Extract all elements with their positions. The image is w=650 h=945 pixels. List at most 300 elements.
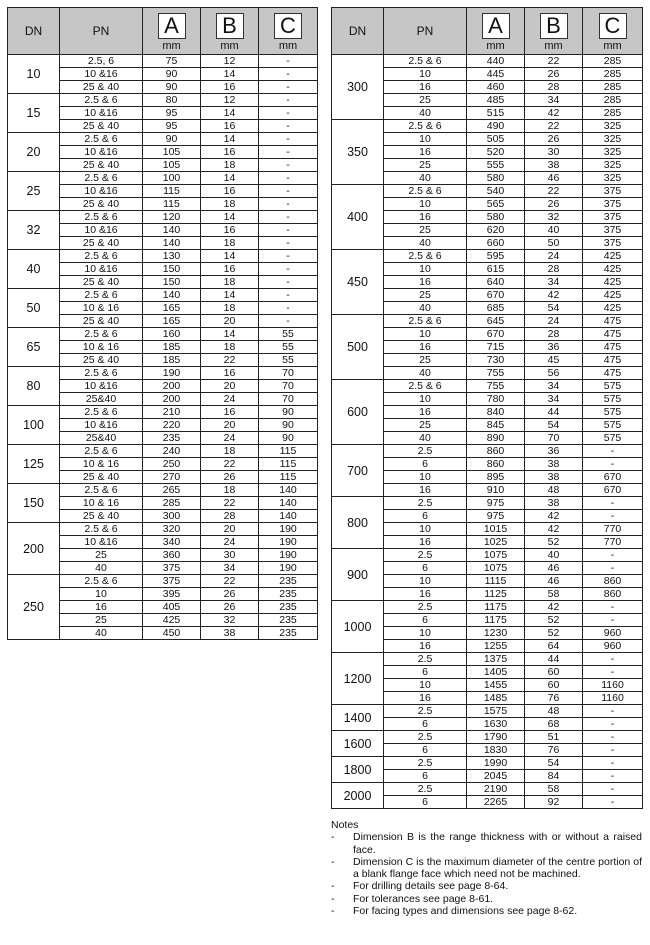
b-cell: 42	[525, 601, 583, 614]
table-row	[8, 211, 318, 224]
pn-cell: 16	[384, 211, 467, 224]
pn-header: PN	[384, 8, 467, 55]
b-cell: 14	[201, 133, 259, 146]
c-cell: -	[583, 497, 643, 510]
c-cell: 55	[259, 354, 318, 367]
dn-cell: 2000	[332, 783, 384, 809]
dn-cell: 65	[8, 328, 60, 367]
c-cell: 425	[583, 302, 643, 315]
pn-cell: 16	[384, 640, 467, 653]
b-cell: 22	[201, 354, 259, 367]
pn-cell: 25	[384, 289, 467, 302]
pn-cell: 40	[384, 367, 467, 380]
c-cell: 770	[583, 523, 643, 536]
a-header: A mm	[467, 8, 525, 55]
pn-cell: 25	[384, 419, 467, 432]
pn-cell: 6	[384, 562, 467, 575]
c-cell: 190	[259, 523, 318, 536]
a-cell: 640	[467, 276, 525, 289]
c-cell: 285	[583, 94, 643, 107]
b-cell: 20	[201, 523, 259, 536]
c-cell: 375	[583, 237, 643, 250]
pn-cell: 25 & 40	[60, 471, 143, 484]
a-cell: 1790	[467, 731, 525, 744]
a-cell: 515	[467, 107, 525, 120]
c-cell: -	[259, 289, 318, 302]
a-cell: 130	[143, 250, 201, 263]
b-cell: 24	[525, 315, 583, 328]
pn-cell: 2.5, 6	[60, 55, 143, 68]
a-cell: 755	[467, 367, 525, 380]
a-cell: 1375	[467, 653, 525, 666]
dn-cell: 15	[8, 94, 60, 133]
dn-cell: 125	[8, 445, 60, 484]
pn-cell: 40	[384, 237, 467, 250]
pn-cell: 2.5 & 6	[384, 315, 467, 328]
b-cell: 44	[525, 653, 583, 666]
c-cell: 190	[259, 549, 318, 562]
c-cell: 475	[583, 354, 643, 367]
a-cell: 100	[143, 172, 201, 185]
pn-cell: 2.5	[384, 601, 467, 614]
pn-cell: 2.5	[384, 445, 467, 458]
a-cell: 840	[467, 406, 525, 419]
pn-cell: 10	[384, 523, 467, 536]
c-cell: 860	[583, 588, 643, 601]
a-cell: 105	[143, 159, 201, 172]
c-cell: 90	[259, 419, 318, 432]
note-item: - For tolerances see page 8-61.	[331, 892, 494, 905]
c-cell: 325	[583, 146, 643, 159]
c-cell: -	[259, 211, 318, 224]
b-cell: 22	[525, 120, 583, 133]
c-cell: -	[259, 172, 318, 185]
flange-table-right	[331, 7, 643, 809]
pn-cell: 25	[60, 549, 143, 562]
pn-cell: 10 &16	[60, 380, 143, 393]
pn-cell: 25&40	[60, 393, 143, 406]
b-cell: 58	[525, 783, 583, 796]
c-cell: -	[583, 458, 643, 471]
pn-cell: 16	[384, 341, 467, 354]
pn-cell: 16	[384, 146, 467, 159]
pn-cell: 25 & 40	[60, 81, 143, 94]
b-cell: 76	[525, 744, 583, 757]
a-cell: 185	[143, 341, 201, 354]
b-cell: 42	[525, 107, 583, 120]
pn-cell: 10 &16	[60, 419, 143, 432]
b-cell: 34	[201, 562, 259, 575]
c-cell: 140	[259, 484, 318, 497]
c-cell: -	[259, 55, 318, 68]
b-cell: 34	[525, 276, 583, 289]
pn-cell: 10	[384, 393, 467, 406]
a-cell: 80	[143, 94, 201, 107]
c-cell: 425	[583, 263, 643, 276]
c-cell: 425	[583, 250, 643, 263]
c-cell: 575	[583, 393, 643, 406]
pn-cell: 6	[384, 796, 467, 809]
b-cell: 22	[201, 497, 259, 510]
pn-cell: 2.5 & 6	[60, 328, 143, 341]
dn-cell: 1800	[332, 757, 384, 783]
a-cell: 1115	[467, 575, 525, 588]
table-row	[332, 601, 643, 614]
a-cell: 895	[467, 471, 525, 484]
b-cell: 12	[201, 94, 259, 107]
a-cell: 445	[467, 68, 525, 81]
b-cell: 30	[201, 549, 259, 562]
c-cell: 375	[583, 198, 643, 211]
c-cell: -	[583, 705, 643, 718]
a-cell: 285	[143, 497, 201, 510]
a-cell: 395	[143, 588, 201, 601]
header-row	[332, 8, 643, 55]
pn-cell: 10	[384, 679, 467, 692]
b-cell: 42	[525, 510, 583, 523]
b-cell: 32	[201, 614, 259, 627]
a-cell: 780	[467, 393, 525, 406]
a-cell: 220	[143, 419, 201, 432]
a-cell: 2045	[467, 770, 525, 783]
table-row	[8, 367, 318, 380]
c-cell: -	[583, 731, 643, 744]
a-cell: 450	[143, 627, 201, 640]
c-cell: 575	[583, 419, 643, 432]
a-cell: 1405	[467, 666, 525, 679]
pn-cell: 40	[60, 627, 143, 640]
c-cell: 960	[583, 640, 643, 653]
c-cell: 375	[583, 185, 643, 198]
c-cell: -	[583, 549, 643, 562]
dn-cell: 400	[332, 185, 384, 250]
a-cell: 115	[143, 198, 201, 211]
dn-cell: 20	[8, 133, 60, 172]
pn-cell: 10 & 16	[60, 302, 143, 315]
notes-list	[331, 831, 642, 917]
pn-cell: 2.5 & 6	[384, 250, 467, 263]
a-cell: 1125	[467, 588, 525, 601]
b-cell: 84	[525, 770, 583, 783]
pn-cell: 16	[384, 81, 467, 94]
c-cell: -	[583, 770, 643, 783]
a-cell: 490	[467, 120, 525, 133]
pn-cell: 2.5	[384, 757, 467, 770]
a-cell: 160	[143, 328, 201, 341]
b-cell: 42	[525, 523, 583, 536]
a-cell: 375	[143, 575, 201, 588]
pn-cell: 10 &16	[60, 68, 143, 81]
table-row	[332, 445, 643, 458]
b-cell: 28	[525, 328, 583, 341]
a-cell: 120	[143, 211, 201, 224]
b-cell: 38	[201, 627, 259, 640]
c-cell: 325	[583, 120, 643, 133]
pn-cell: 16	[384, 692, 467, 705]
pn-cell: 2.5 & 6	[60, 172, 143, 185]
c-header: C mm	[259, 8, 318, 55]
pn-cell: 10	[384, 133, 467, 146]
a-cell: 715	[467, 341, 525, 354]
a-cell: 1175	[467, 601, 525, 614]
pn-cell: 25 & 40	[60, 237, 143, 250]
b-cell: 36	[525, 445, 583, 458]
a-cell: 555	[467, 159, 525, 172]
a-cell: 1990	[467, 757, 525, 770]
pn-cell: 10	[384, 328, 467, 341]
dn-cell: 350	[332, 120, 384, 185]
c-cell: 960	[583, 627, 643, 640]
c-cell: 235	[259, 627, 318, 640]
pn-cell: 25 & 40	[60, 159, 143, 172]
table-row	[8, 250, 318, 263]
pn-cell: 25 & 40	[60, 315, 143, 328]
dn-cell: 1000	[332, 601, 384, 653]
b-cell: 52	[525, 614, 583, 627]
b-cell: 38	[525, 159, 583, 172]
a-cell: 150	[143, 276, 201, 289]
c-cell: 140	[259, 510, 318, 523]
b-cell: 34	[525, 380, 583, 393]
c-cell: 115	[259, 445, 318, 458]
table-row	[332, 315, 643, 328]
pn-cell: 6	[384, 458, 467, 471]
c-cell: -	[259, 120, 318, 133]
pn-cell: 10	[384, 627, 467, 640]
c-cell: -	[259, 198, 318, 211]
b-cell: 54	[525, 757, 583, 770]
b-cell: 34	[525, 393, 583, 406]
dn-cell: 450	[332, 250, 384, 315]
c-cell: 1160	[583, 679, 643, 692]
pn-cell: 2.5	[384, 653, 467, 666]
dn-cell: 700	[332, 445, 384, 497]
c-cell: -	[259, 146, 318, 159]
c-cell: -	[259, 68, 318, 81]
c-cell: 670	[583, 484, 643, 497]
pn-cell: 25 & 40	[60, 198, 143, 211]
a-cell: 95	[143, 120, 201, 133]
pn-cell: 10	[384, 198, 467, 211]
b-cell: 16	[201, 185, 259, 198]
pn-cell: 25	[384, 94, 467, 107]
b-cell: 48	[525, 705, 583, 718]
b-cell: 24	[201, 393, 259, 406]
b-cell: 18	[201, 237, 259, 250]
pn-cell: 16	[384, 484, 467, 497]
b-cell: 48	[525, 484, 583, 497]
c-cell: 475	[583, 328, 643, 341]
c-cell: 425	[583, 276, 643, 289]
b-cell: 28	[525, 263, 583, 276]
pn-cell: 10	[384, 68, 467, 81]
header-row	[8, 8, 318, 55]
pn-cell: 25	[384, 159, 467, 172]
a-cell: 975	[467, 510, 525, 523]
b-cell: 20	[201, 315, 259, 328]
table-row	[332, 380, 643, 393]
b-cell: 18	[201, 445, 259, 458]
pn-cell: 25	[384, 224, 467, 237]
dn-cell: 150	[8, 484, 60, 523]
b-cell: 14	[201, 68, 259, 81]
pn-cell: 2.5 & 6	[384, 185, 467, 198]
table-row	[332, 497, 643, 510]
pn-cell: 10	[60, 588, 143, 601]
pn-cell: 25 & 40	[60, 354, 143, 367]
dn-cell: 50	[8, 289, 60, 328]
c-cell: -	[259, 81, 318, 94]
notes-section	[331, 819, 642, 917]
c-cell: -	[259, 133, 318, 146]
pn-cell: 25&40	[60, 432, 143, 445]
b-cell: 24	[525, 250, 583, 263]
a-cell: 90	[143, 81, 201, 94]
c-cell: -	[583, 718, 643, 731]
pn-cell: 16	[60, 601, 143, 614]
c-cell: -	[583, 614, 643, 627]
dn-cell: 600	[332, 380, 384, 445]
a-cell: 425	[143, 614, 201, 627]
a-cell: 320	[143, 523, 201, 536]
c-cell: 235	[259, 575, 318, 588]
table-row	[8, 523, 318, 536]
b-cell: 50	[525, 237, 583, 250]
b-cell: 44	[525, 406, 583, 419]
a-cell: 200	[143, 393, 201, 406]
a-cell: 300	[143, 510, 201, 523]
pn-cell: 2.5	[384, 497, 467, 510]
pn-cell: 10 &16	[60, 107, 143, 120]
b-cell: 12	[201, 55, 259, 68]
pn-cell: 10	[384, 263, 467, 276]
table-row	[8, 133, 318, 146]
pn-cell: 2.5 & 6	[384, 380, 467, 393]
c-cell: 285	[583, 107, 643, 120]
b-cell: 64	[525, 640, 583, 653]
b-cell: 16	[201, 224, 259, 237]
c-cell: -	[583, 757, 643, 770]
c-cell: 140	[259, 497, 318, 510]
pn-cell: 6	[384, 666, 467, 679]
c-cell: 90	[259, 406, 318, 419]
pn-cell: 2.5 & 6	[384, 55, 467, 68]
a-cell: 670	[467, 289, 525, 302]
a-cell: 1485	[467, 692, 525, 705]
a-cell: 485	[467, 94, 525, 107]
pn-cell: 10	[384, 471, 467, 484]
table-row	[8, 406, 318, 419]
pn-cell: 6	[384, 770, 467, 783]
pn-cell: 16	[384, 406, 467, 419]
dn-cell: 300	[332, 55, 384, 120]
table-row	[332, 757, 643, 770]
a-cell: 975	[467, 497, 525, 510]
pn-cell: 10 & 16	[60, 458, 143, 471]
b-cell: 24	[201, 432, 259, 445]
pn-cell: 16	[384, 536, 467, 549]
b-header: B mm	[525, 8, 583, 55]
a-cell: 1025	[467, 536, 525, 549]
a-cell: 645	[467, 315, 525, 328]
a-cell: 580	[467, 172, 525, 185]
table-row	[332, 653, 643, 666]
dn-cell: 80	[8, 367, 60, 406]
a-cell: 340	[143, 536, 201, 549]
c-cell: -	[583, 562, 643, 575]
a-cell: 200	[143, 380, 201, 393]
b-cell: 92	[525, 796, 583, 809]
b-cell: 52	[525, 627, 583, 640]
a-cell: 165	[143, 315, 201, 328]
table-row	[8, 445, 318, 458]
c-cell: -	[583, 601, 643, 614]
b-cell: 26	[201, 471, 259, 484]
c-cell: -	[259, 224, 318, 237]
c-cell: 90	[259, 432, 318, 445]
a-header: A mm	[143, 8, 201, 55]
a-cell: 730	[467, 354, 525, 367]
a-cell: 860	[467, 458, 525, 471]
dn-cell: 25	[8, 172, 60, 211]
dn-header: DN	[8, 8, 60, 55]
c-cell: -	[259, 250, 318, 263]
c-cell: 575	[583, 380, 643, 393]
c-cell: 285	[583, 68, 643, 81]
a-cell: 890	[467, 432, 525, 445]
b-cell: 22	[201, 458, 259, 471]
pn-cell: 6	[384, 744, 467, 757]
b-cell: 26	[201, 588, 259, 601]
table-row	[8, 328, 318, 341]
a-cell: 140	[143, 237, 201, 250]
note-item: - For facing types and dimensions see page 8-62.	[331, 905, 578, 918]
pn-cell: 2.5 & 6	[60, 133, 143, 146]
b-cell: 60	[525, 679, 583, 692]
c-cell: -	[583, 653, 643, 666]
a-cell: 565	[467, 198, 525, 211]
dn-header: DN	[332, 8, 384, 55]
b-cell: 45	[525, 354, 583, 367]
b-cell: 26	[525, 68, 583, 81]
a-cell: 1455	[467, 679, 525, 692]
pn-cell: 25 & 40	[60, 276, 143, 289]
c-header: C mm	[583, 8, 643, 55]
pn-cell: 25 & 40	[60, 120, 143, 133]
pn-cell: 6	[384, 510, 467, 523]
b-cell: 18	[201, 159, 259, 172]
pn-cell: 2.5	[384, 705, 467, 718]
c-cell: -	[583, 783, 643, 796]
dn-cell: 1200	[332, 653, 384, 705]
c-cell: -	[259, 94, 318, 107]
pn-cell: 10 &16	[60, 185, 143, 198]
pn-cell: 10 &16	[60, 146, 143, 159]
b-cell: 68	[525, 718, 583, 731]
table-body-left	[8, 55, 318, 640]
b-cell: 60	[525, 666, 583, 679]
c-cell: 70	[259, 380, 318, 393]
notes-title: Notes	[331, 819, 359, 831]
table-row	[332, 705, 643, 718]
b-cell: 54	[525, 419, 583, 432]
a-cell: 240	[143, 445, 201, 458]
a-cell: 150	[143, 263, 201, 276]
c-cell: 375	[583, 224, 643, 237]
b-cell: 46	[525, 562, 583, 575]
c-cell: -	[583, 666, 643, 679]
dn-cell: 10	[8, 55, 60, 94]
